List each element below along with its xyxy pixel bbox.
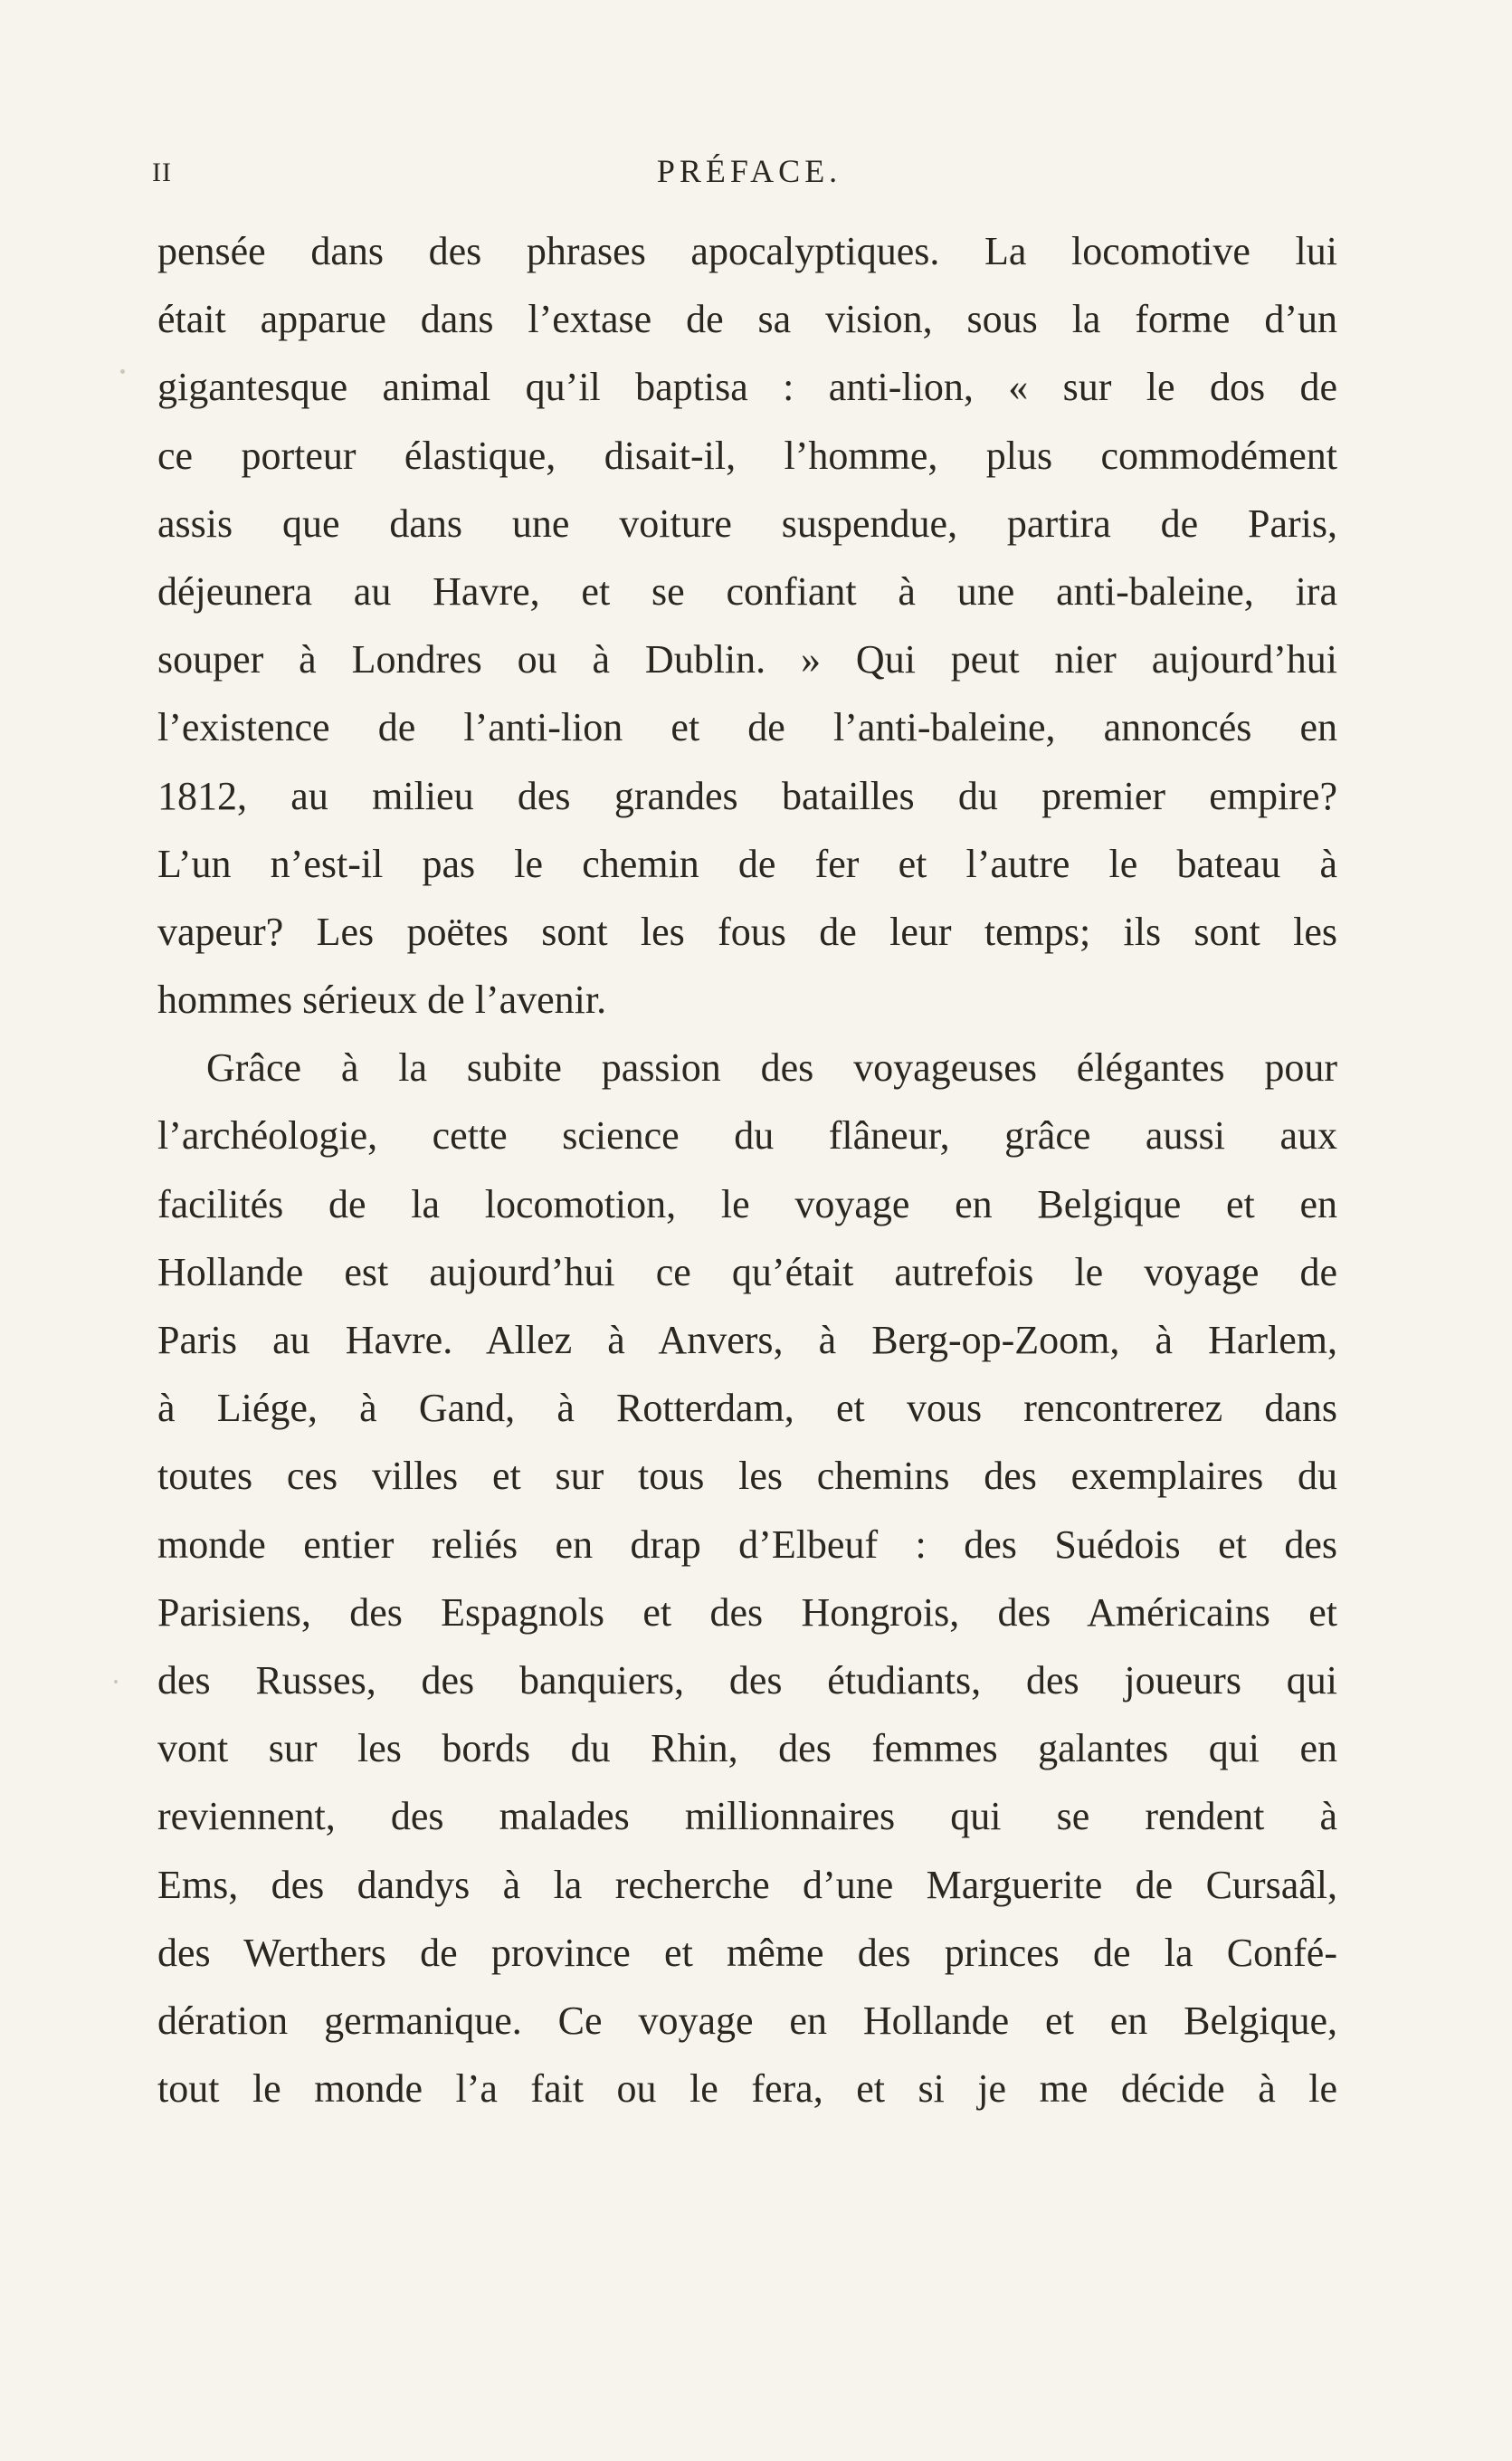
body-text <box>157 217 1337 2122</box>
text-line: toutes ces villes et sur tous les chemins des exemplaires du <box>157 1454 1337 1499</box>
text-line: ce porteur élastique, disait-il, l’homme, plus commodément <box>157 433 1337 478</box>
text-line: à Liége, à Gand, à Rotterdam, et vous rencontrerez dans <box>157 1386 1337 1431</box>
paper-speck <box>114 1680 118 1684</box>
text-line: vapeur? Les poëtes sont les fous de leur temps; ils sont les <box>157 909 1337 954</box>
text-line: 1812, au milieu des grandes batailles du premier empire? <box>157 773 1337 818</box>
text-line: dération germanique. Ce voyage en Hollande et en Belgique, <box>157 1998 1337 2043</box>
text-line: L’un n’est-il pas le chemin de fer et l’autre le bateau à <box>157 841 1337 886</box>
text-line: l’existence de l’anti-lion et de l’anti-baleine, annoncés en <box>157 705 1337 750</box>
text-line: l’archéologie, cette science du flâneur, grâce aussi aux <box>157 1113 1337 1159</box>
text-line: vont sur les bords du Rhin, des femmes galantes qui en <box>157 1726 1337 1771</box>
paragraph-first-line: Grâce à la subite passion des voyageuses élégantes pour <box>206 1045 1337 1091</box>
text-line: Paris au Havre. Allez à Anvers, à Berg-op-Zoom, à Harlem, <box>157 1318 1337 1362</box>
text-line: hommes sérieux de l’avenir. <box>157 978 607 1023</box>
page-header <box>152 152 1346 197</box>
text-line: Ems, des dandys à la recherche d’une Marguerite de Cursaâl, <box>157 1862 1337 1907</box>
text-line: Hollande est aujourd’hui ce qu’était autrefois le voyage de <box>157 1249 1337 1294</box>
paper-speck <box>120 369 125 374</box>
text-line: tout le monde l’a fait ou le fera, et si je me décide à le <box>157 2066 1337 2112</box>
text-line: facilités de la locomotion, le voyage en Belgique et en <box>157 1181 1337 1226</box>
page-number: II <box>152 157 172 187</box>
running-title: PRÉFACE. <box>656 153 842 189</box>
text-line: était apparue dans l’extase de sa vision, sous la forme d’un <box>157 297 1337 342</box>
text-line: des Werthers de province et même des princes de la Confé- <box>157 1930 1337 1975</box>
text-line: souper à Londres ou à Dublin. » Qui peut nier aujourd’hui <box>157 637 1337 682</box>
text-line: Parisiens, des Espagnols et des Hongrois, des Américains et <box>157 1589 1337 1635</box>
text-line: déjeunera au Havre, et se confiant à une anti-baleine, ira <box>157 568 1337 614</box>
text-line: reviennent, des malades millionnaires qui se rendent à <box>157 1794 1337 1839</box>
text-line: monde entier reliés en drap d’Elbeuf : des Suédois et des <box>157 1521 1337 1567</box>
text-line: pensée dans des phrases apocalyptiques. La locomotive lui <box>157 229 1337 273</box>
text-line: assis que dans une voiture suspendue, partira de Paris, <box>157 501 1337 546</box>
text-line: des Russes, des banquiers, des étudiants, des joueurs qui <box>157 1657 1337 1703</box>
text-line: gigantesque animal qu’il baptisa : anti-lion, « sur le dos de <box>157 365 1337 410</box>
